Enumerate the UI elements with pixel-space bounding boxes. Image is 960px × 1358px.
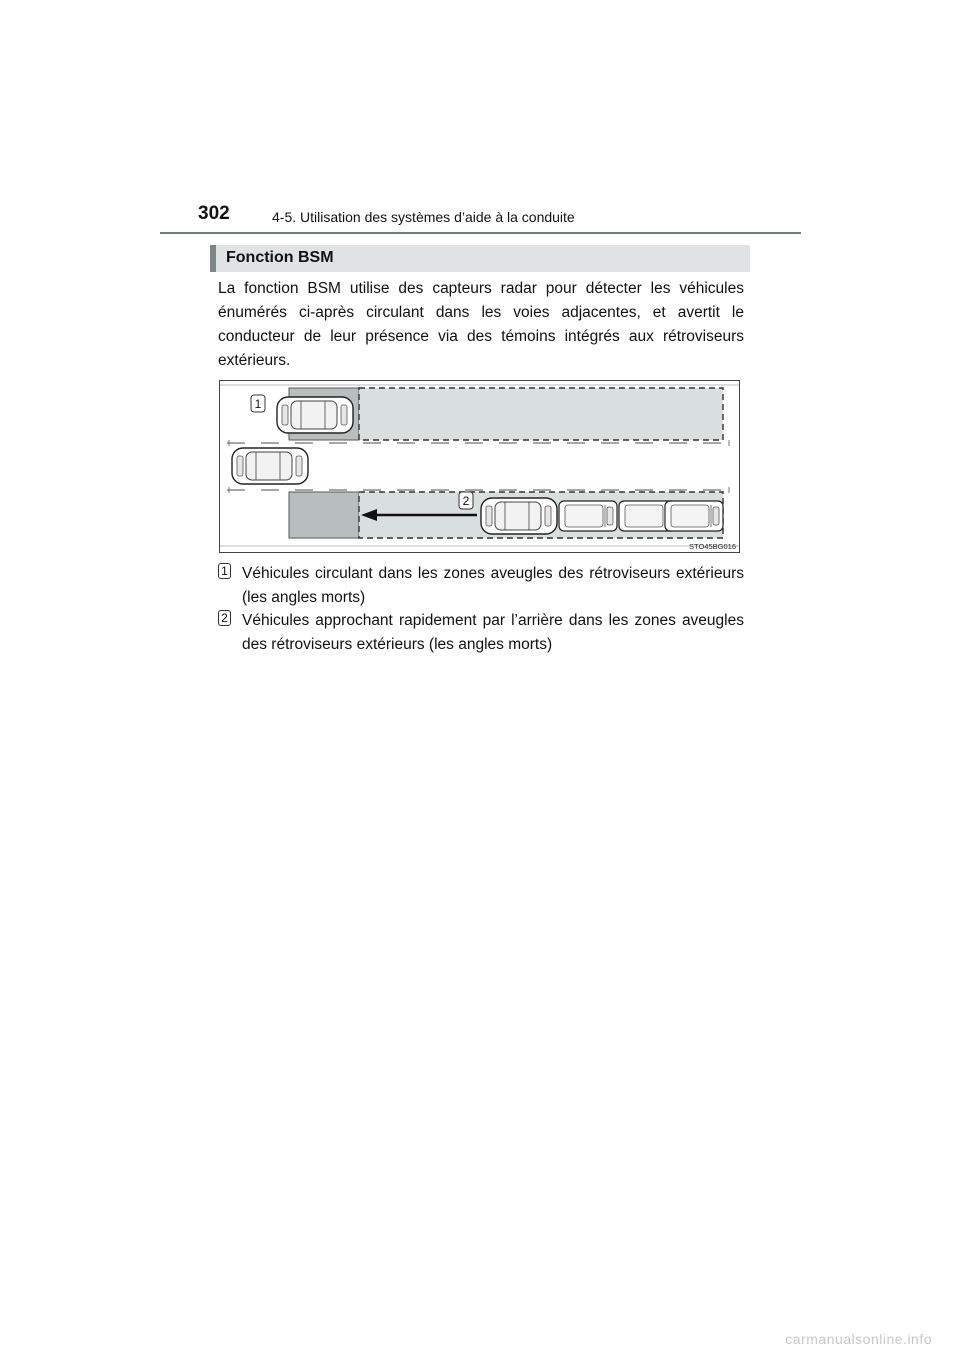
header-rule: [160, 232, 801, 234]
section-header: 4-5. Utilisation des systèmes d’aide à la conduite: [272, 209, 575, 225]
intro-paragraph: La fonction BSM utilise des capteurs radar pour détecter les véhicules énumérés ci-après circulant dans les voies adjacentes, et avertit le conducteur de leur présence via des témoins intégrés aux rétroviseurs extérieurs.: [218, 280, 744, 369]
legend-text-2: Véhicules approchant rapidement par l’arrière dans les zones aveugles des rétroviseurs extérieurs (les angles morts): [242, 612, 744, 653]
watermark: carmanualsonline.info: [785, 1331, 932, 1347]
callout-1-label: 1: [254, 397, 262, 411]
page-number: 302: [198, 203, 230, 224]
callout-2-label: 2: [462, 494, 470, 508]
figure-code: STO45BG016: [689, 542, 736, 551]
legend-badge-1: 1: [218, 563, 231, 579]
section-title-bar: [210, 245, 750, 272]
legend-text-1: Véhicules circulant dans les zones aveugles des rétroviseurs extérieurs (les angles morts): [242, 565, 744, 606]
bsm-diagram: [219, 380, 740, 553]
bsm-diagram-svg: [219, 380, 740, 553]
section-title: Fonction BSM: [226, 249, 334, 266]
legend-badge-2: 2: [218, 610, 231, 626]
